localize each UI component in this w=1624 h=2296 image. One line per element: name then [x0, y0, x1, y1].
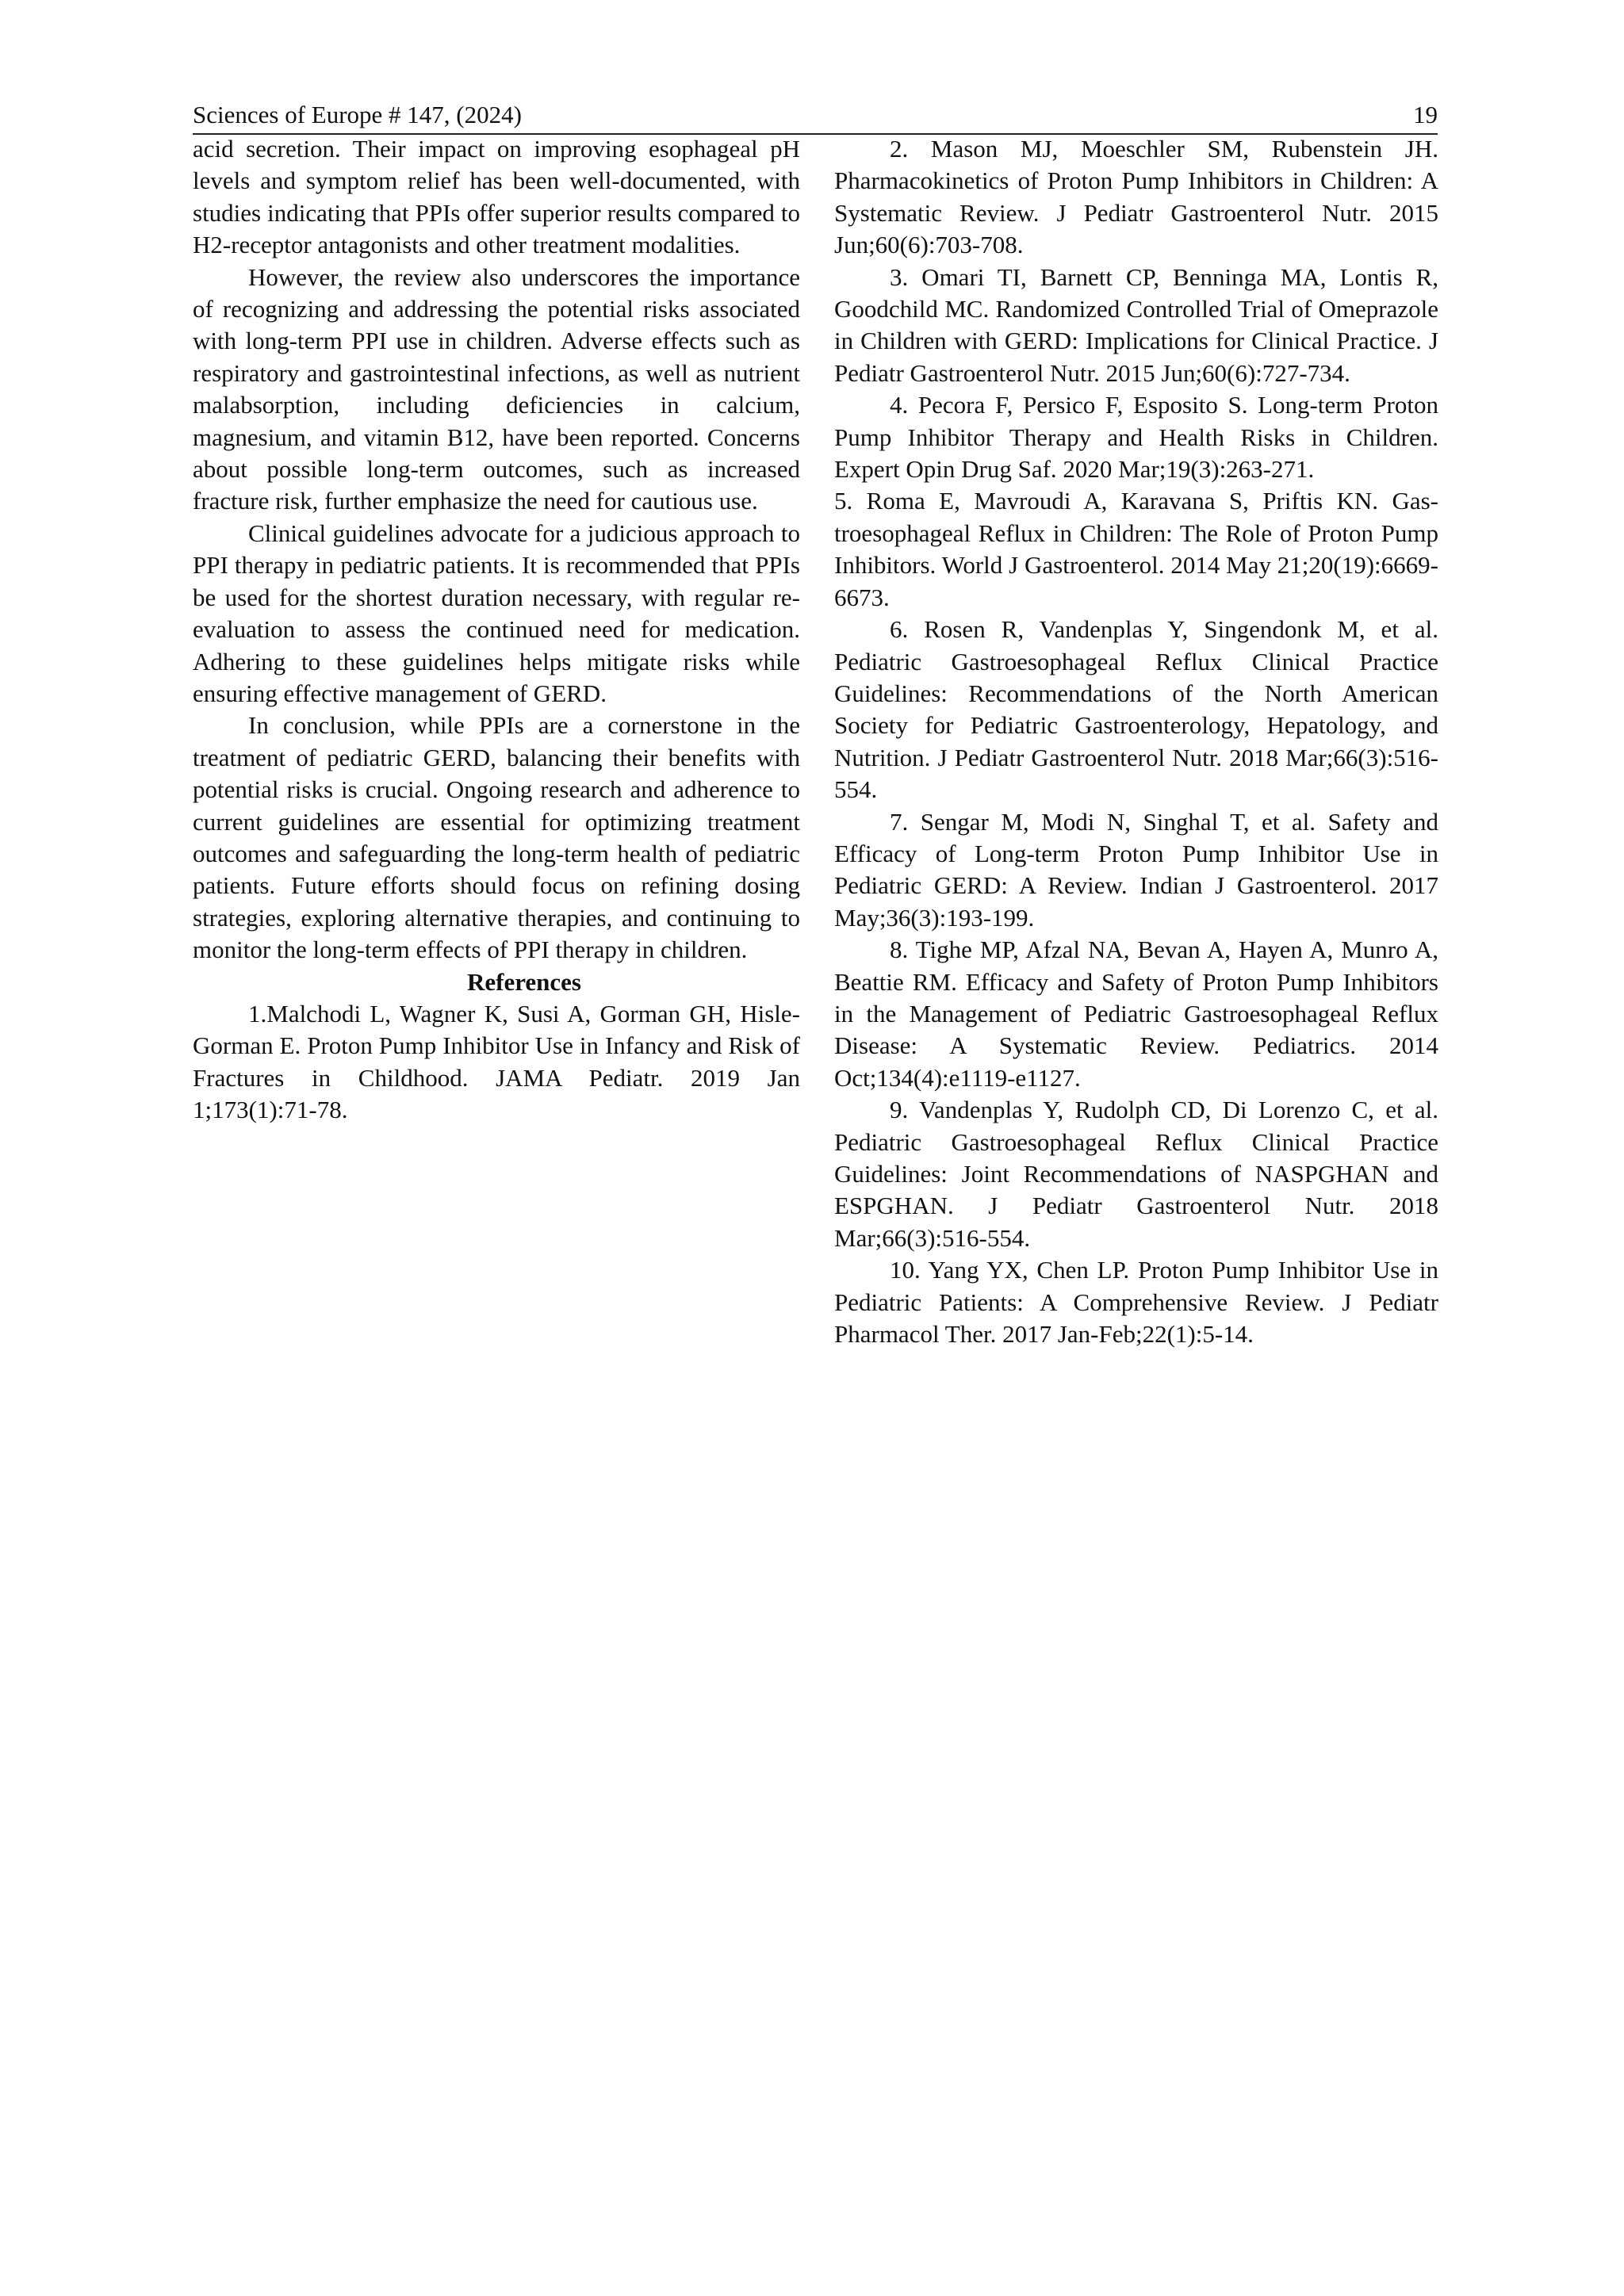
reference-item: 2. Mason MJ, Moeschler SM, Rubenstein JH. Pharmacokinetics of Proton Pump Inhibitors in Children: A Systematic Review. J Pediatr Gastroenterol Nutr. 2015 Jun;60(6):703-708. — [834, 135, 1438, 259]
reference-item: 4. Pecora F, Persico F, Esposito S. Long-term Proton Pump Inhibitor Therapy and Health Risks in Children. Expert Opin Drug Saf. 2020 Mar;19(3):263-271. — [834, 391, 1438, 484]
reference-item: 9. Vandenplas Y, Rudolph CD, Di Lorenzo C, et al. Pediatric Gastroesophageal Reflux Clinical Practice Guidelines: Joint Recommendations of NASPGHAN and ESPGHAN. J Pediatr Gastroenterol Nutr. 2018 Mar;66(3):516-554. — [834, 1096, 1438, 1252]
right-column — [834, 133, 1438, 1350]
references-heading: References — [466, 967, 581, 996]
body-paragraph: In conclusion, while PPIs are a cornerstone in the treatment of pediatric GERD, balancing their benefits with potential risks is crucial. Ongoing research and adherence to current guidelines are essential for optimizing treatment outcomes and safeguarding the long-term health of pediatric patients. Future efforts should focus on refining dosing strategies, exploring alternative therapies, and continuing to monitor the long-term effects of PPI therapy in children. — [193, 711, 800, 964]
reference-item: 5. Roma E, Mavroudi A, Karavana S, Priftis KN. Gastroesophageal Reflux in Children: The Role of Proton Pump Inhibitors. World J Gastroenterol. 2014 May 21;20(19):6669-6673. — [834, 487, 1438, 611]
body-paragraph: acid secretion. Their impact on improving esophageal pH levels and symptom relief has been well-documented, with studies indicating that PPIs offer superior results compared to H2-receptor antagonists and other treatment modalities. — [193, 135, 800, 259]
body-paragraph: However, the review also underscores the importance of recognizing and addressing the potential risks associated with long-term PPI use in children. Adverse effects such as respiratory and gastrointestinal infections, as well as nutrient malabsorption, including deficiencies in calcium, magnesium, and vitamin B12, have been reported. Concerns about possible long-term outcomes, such as increased fracture risk, further emphasize the need for cautious use. — [193, 262, 800, 515]
running-header — [193, 94, 1438, 135]
page-number: 19 — [1413, 101, 1438, 128]
reference-item: 1.Malchodi L, Wagner K, Susi A, Gorman GH, Hisle-Gorman E. Proton Pump Inhibitor Use in Infancy and Risk of Fractures in Childhood. JAMA Pediatr. 2019 Jan 1;173(1):71-78. — [193, 999, 800, 1124]
journal-title: Sciences of Europe # 147, (2024) — [193, 101, 522, 128]
reference-item: 3. Omari TI, Barnett CP, Benninga MA, Lontis R, Goodchild MC. Randomized Controlled Trial of Omeprazole in Children with GERD: Implications for Clinical Practice. J Pediatr Gastroenterol Nutr. 2015 Jun;60(6):727-734. — [834, 262, 1438, 387]
reference-item: 6. Rosen R, Vandenplas Y, Singendonk M, et al. Pediatric Gastroesophageal Reflux Clinical Practice Guidelines: Recommendations of the North American Society for Pediatric Gastroenterology, Hepatology, and Nutrition. J Pediatr Gastroenterol Nutr. 2018 Mar;66(3):516-554. — [834, 615, 1438, 804]
reference-item: 10. Yang YX, Chen LP. Proton Pump Inhibitor Use in Pediatric Patients: A Comprehensive Review. J Pediatr Pharmacol Ther. 2017 Jan-Feb;22(1):5-14. — [834, 1256, 1438, 1349]
reference-item: 7. Sengar M, Modi N, Singhal T, et al. Safety and Efficacy of Long-term Proton Pump Inhibitor Use in Pediatric GERD: A Review. Indian J Gastroenterol. 2017 May;36(3):193-199. — [834, 807, 1438, 932]
left-column — [193, 133, 800, 1127]
body-paragraph: Clinical guidelines advocate for a judicious approach to PPI therapy in pediatric patients. It is recommended that PPIs be used for the shortest duration necessary, with regular re-evaluation to assess the continued need for medication. Adhering to these guidelines helps mitigate risks while ensuring effective management of GERD. — [193, 519, 800, 707]
reference-item: 8. Tighe MP, Afzal NA, Bevan A, Hayen A, Munro A, Beattie RM. Efficacy and Safety of Proton Pump Inhibitors in the Management of Pediatric Gastroesophageal Reflux Disease: A Systematic Review. Pediatrics. 2014 Oct;134(4):e1119-e1127. — [834, 936, 1438, 1092]
